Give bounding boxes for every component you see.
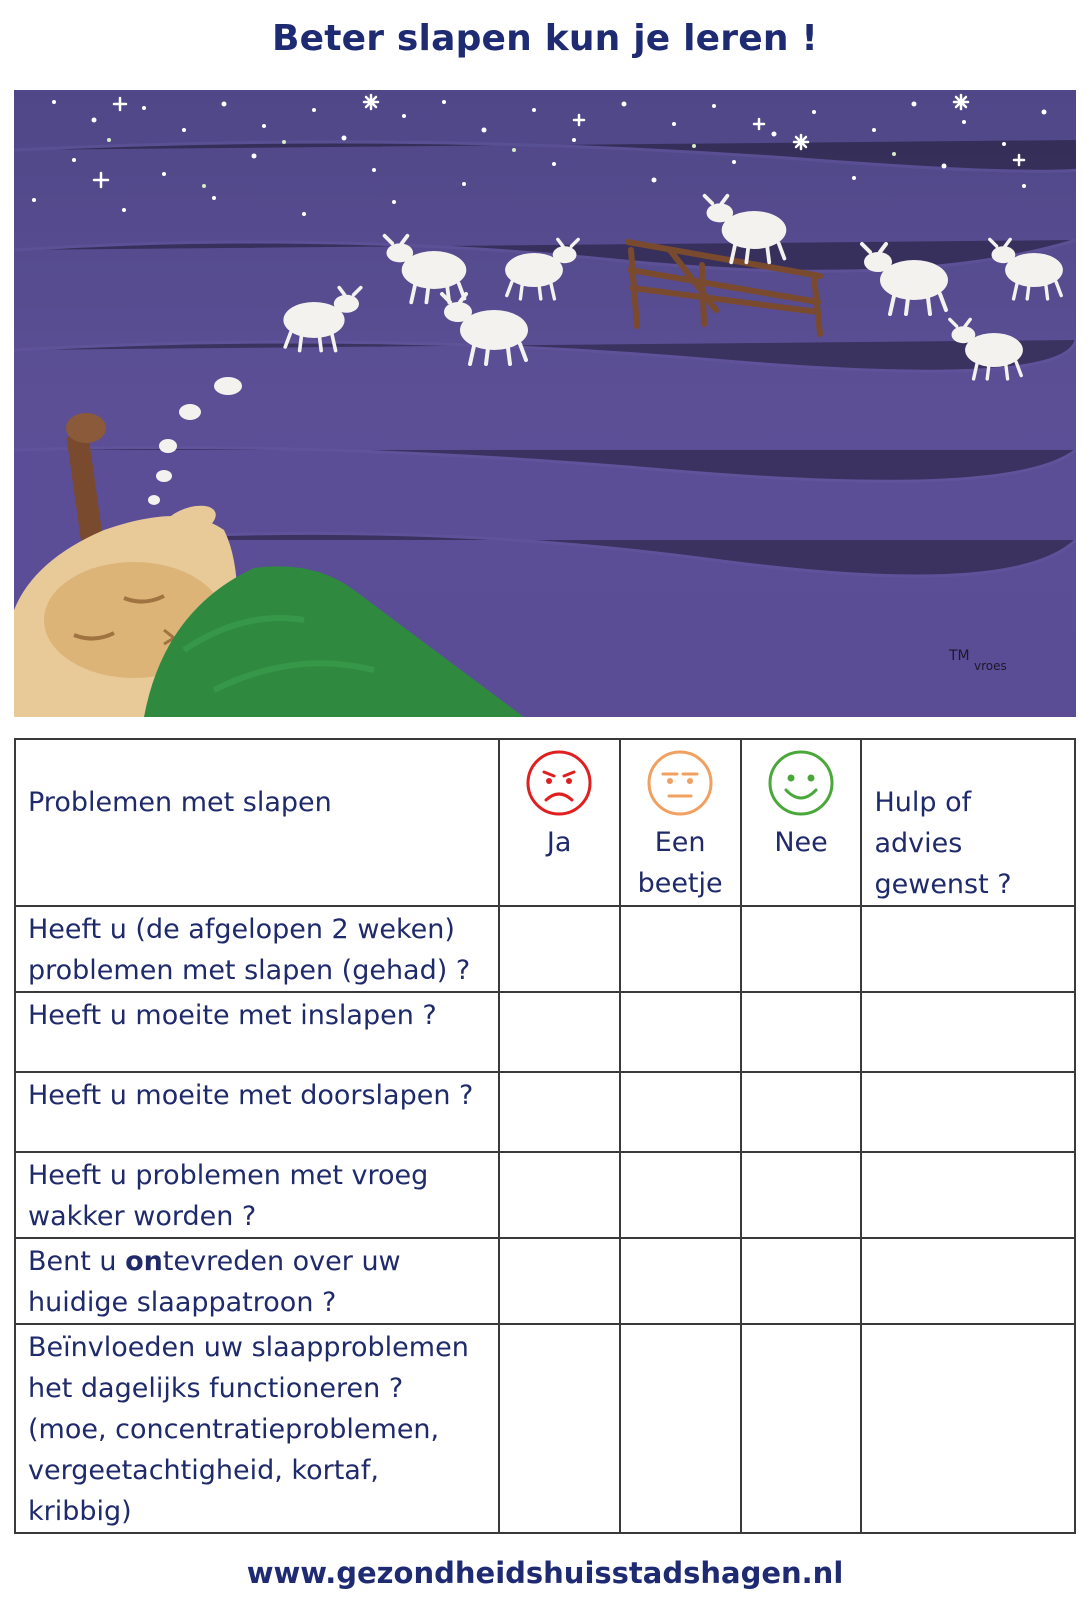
answer-nee-cell[interactable] [741,992,862,1072]
question-cell: Heeft u moeite met inslapen ? [15,992,499,1072]
label-nee: Nee [774,827,828,858]
neutral-face-icon [645,748,715,818]
header-a-bit [620,739,741,906]
answer-een-beetje-cell[interactable] [620,992,741,1072]
answer-een-beetje-cell[interactable] [620,1072,741,1152]
answer-nee-cell[interactable] [741,906,862,992]
sheep-painting [14,90,1076,717]
question-cell: Heeft u (de afgelopen 2 weken) problemen met slapen (gehad) ? [15,906,499,992]
label-ja: Ja [546,827,572,858]
question-cell: Heeft u moeite met doorslapen ? [15,1072,499,1152]
answer-help-cell[interactable] [861,1152,1075,1238]
answer-help-cell[interactable] [861,1238,1075,1324]
answer-nee-cell[interactable] [741,1152,862,1238]
answer-help-cell[interactable] [861,992,1075,1072]
header-no [741,739,862,906]
answer-een-beetje-cell[interactable] [620,1152,741,1238]
header-yes [499,739,620,906]
answer-ja-cell[interactable] [499,1238,620,1324]
table-header-row [15,739,1075,906]
answer-een-beetje-cell[interactable] [620,1238,741,1324]
happy-face-icon [766,748,836,818]
question-cell: Bent u ontevreden over uw huidige slaappatroon ? [15,1238,499,1324]
answer-ja-cell[interactable] [499,1072,620,1152]
sleep-questionnaire-table [14,738,1076,1534]
answer-nee-cell[interactable] [741,1324,862,1533]
sad-face-icon [524,748,594,818]
question-cell: Beïnvloeden uw slaapproblemen het dagelijks functioneren ? (moe, concentratieproblemen, vergeetachtigheid, kortaf, kribbig) [15,1324,499,1533]
answer-nee-cell[interactable] [741,1072,862,1152]
svg-text:vroes: vroes [974,659,1007,673]
answer-een-beetje-cell[interactable] [620,906,741,992]
answer-help-cell[interactable] [861,1072,1075,1152]
table-row [15,1324,1075,1533]
answer-help-cell[interactable] [861,906,1075,992]
answer-nee-cell[interactable] [741,1238,862,1324]
table-row [15,906,1075,992]
table-row [15,992,1075,1072]
header-help: Hulp of advies gewenst ? [861,739,1075,906]
label-een-beetje: Een beetje [637,827,723,899]
answer-ja-cell[interactable] [499,1152,620,1238]
header-question: Problemen met slapen [15,739,499,906]
painting-signature: TM [949,648,970,664]
table-row [15,1072,1075,1152]
table-row [15,1152,1075,1238]
answer-een-beetje-cell[interactable] [620,1324,741,1533]
table-row [15,1238,1075,1324]
page-title: Beter slapen kun je leren ! [271,18,819,59]
answer-help-cell[interactable] [861,1324,1075,1533]
answer-ja-cell[interactable] [499,992,620,1072]
answer-ja-cell[interactable] [499,1324,620,1533]
question-cell: Heeft u problemen met vroeg wakker worden ? [15,1152,499,1238]
answer-ja-cell[interactable] [499,906,620,992]
website-url[interactable]: www.gezondheidshuisstadshagen.nl [246,1556,844,1590]
